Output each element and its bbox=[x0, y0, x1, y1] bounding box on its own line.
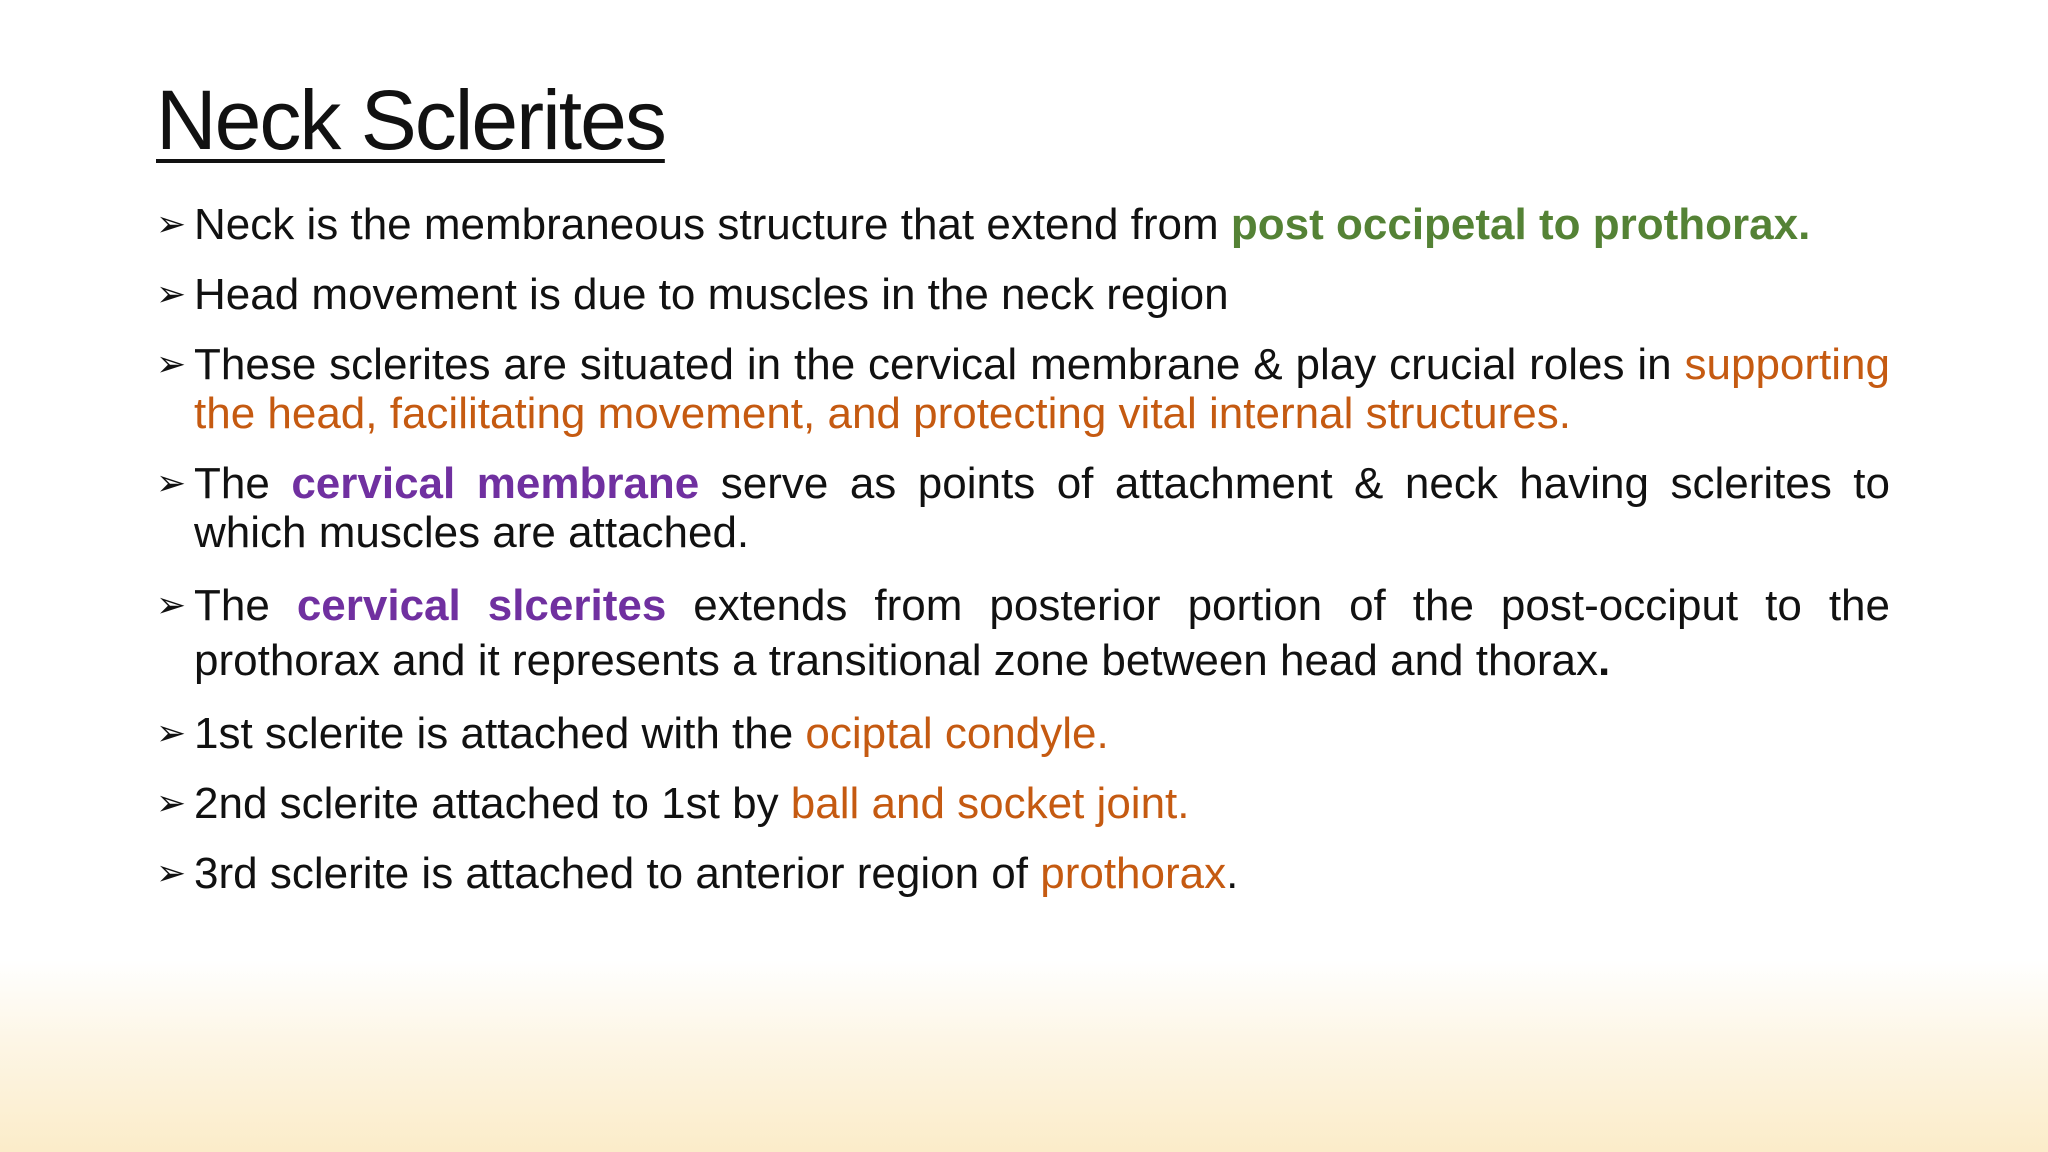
bullet-end-punctuation: . bbox=[1598, 636, 1611, 685]
highlight-text: cervical slcerites bbox=[296, 581, 667, 630]
bullet-item bbox=[156, 459, 1890, 557]
bullet-text-continued: extends from posterior portion of the post-occiput to the prothorax and it represents a transitional zone between head and thorax bbox=[194, 581, 1890, 685]
bullet-text: 2nd sclerite attached to 1st by bbox=[194, 779, 791, 828]
bullet-list bbox=[156, 200, 1890, 919]
arrow-bullet-icon: ➢ bbox=[156, 344, 187, 385]
arrow-bullet-icon: ➢ bbox=[156, 713, 187, 754]
highlight-text: ball and socket joint. bbox=[790, 779, 1190, 828]
bullet-item bbox=[156, 200, 1890, 249]
bullet-text-continued: serve as points of attachment & neck having sclerites to which muscles are attached. bbox=[194, 459, 1891, 557]
arrow-bullet-icon: ➢ bbox=[156, 463, 187, 504]
bullet-text: Neck is the membraneous structure that extend from bbox=[194, 200, 1231, 249]
highlight-text: prothorax bbox=[1040, 849, 1227, 898]
arrow-bullet-icon: ➢ bbox=[156, 783, 187, 824]
bullet-end-punctuation: . bbox=[1226, 849, 1239, 898]
highlight-text: ociptal condyle. bbox=[805, 709, 1109, 758]
bullet-text: 1st sclerite is attached with the bbox=[194, 709, 806, 758]
bullet-text: The bbox=[194, 459, 292, 508]
bullet-item bbox=[156, 578, 1890, 688]
bullet-text: These sclerites are situated in the cervical membrane & play crucial roles in bbox=[194, 340, 1685, 389]
arrow-bullet-icon: ➢ bbox=[156, 274, 187, 315]
arrow-bullet-icon: ➢ bbox=[156, 204, 187, 245]
arrow-bullet-icon: ➢ bbox=[156, 853, 187, 894]
bullet-text: 3rd sclerite is attached to anterior region of bbox=[194, 849, 1041, 898]
bullet-item bbox=[156, 709, 1890, 758]
bullet-item bbox=[156, 849, 1890, 898]
bullet-item bbox=[156, 270, 1890, 319]
highlight-text: cervical membrane bbox=[291, 459, 700, 508]
bullet-text: Head movement is due to muscles in the neck region bbox=[194, 270, 1229, 319]
bullet-item bbox=[156, 340, 1890, 438]
highlight-text: post occipetal to prothorax. bbox=[1230, 200, 1811, 249]
bullet-text: The bbox=[194, 581, 297, 630]
slide-title: Neck Sclerites bbox=[156, 73, 665, 167]
arrow-bullet-icon: ➢ bbox=[156, 585, 187, 626]
highlight-text: supporting the head, facilitating movement, and protecting vital internal structures. bbox=[194, 340, 1890, 438]
bullet-item bbox=[156, 779, 1890, 828]
